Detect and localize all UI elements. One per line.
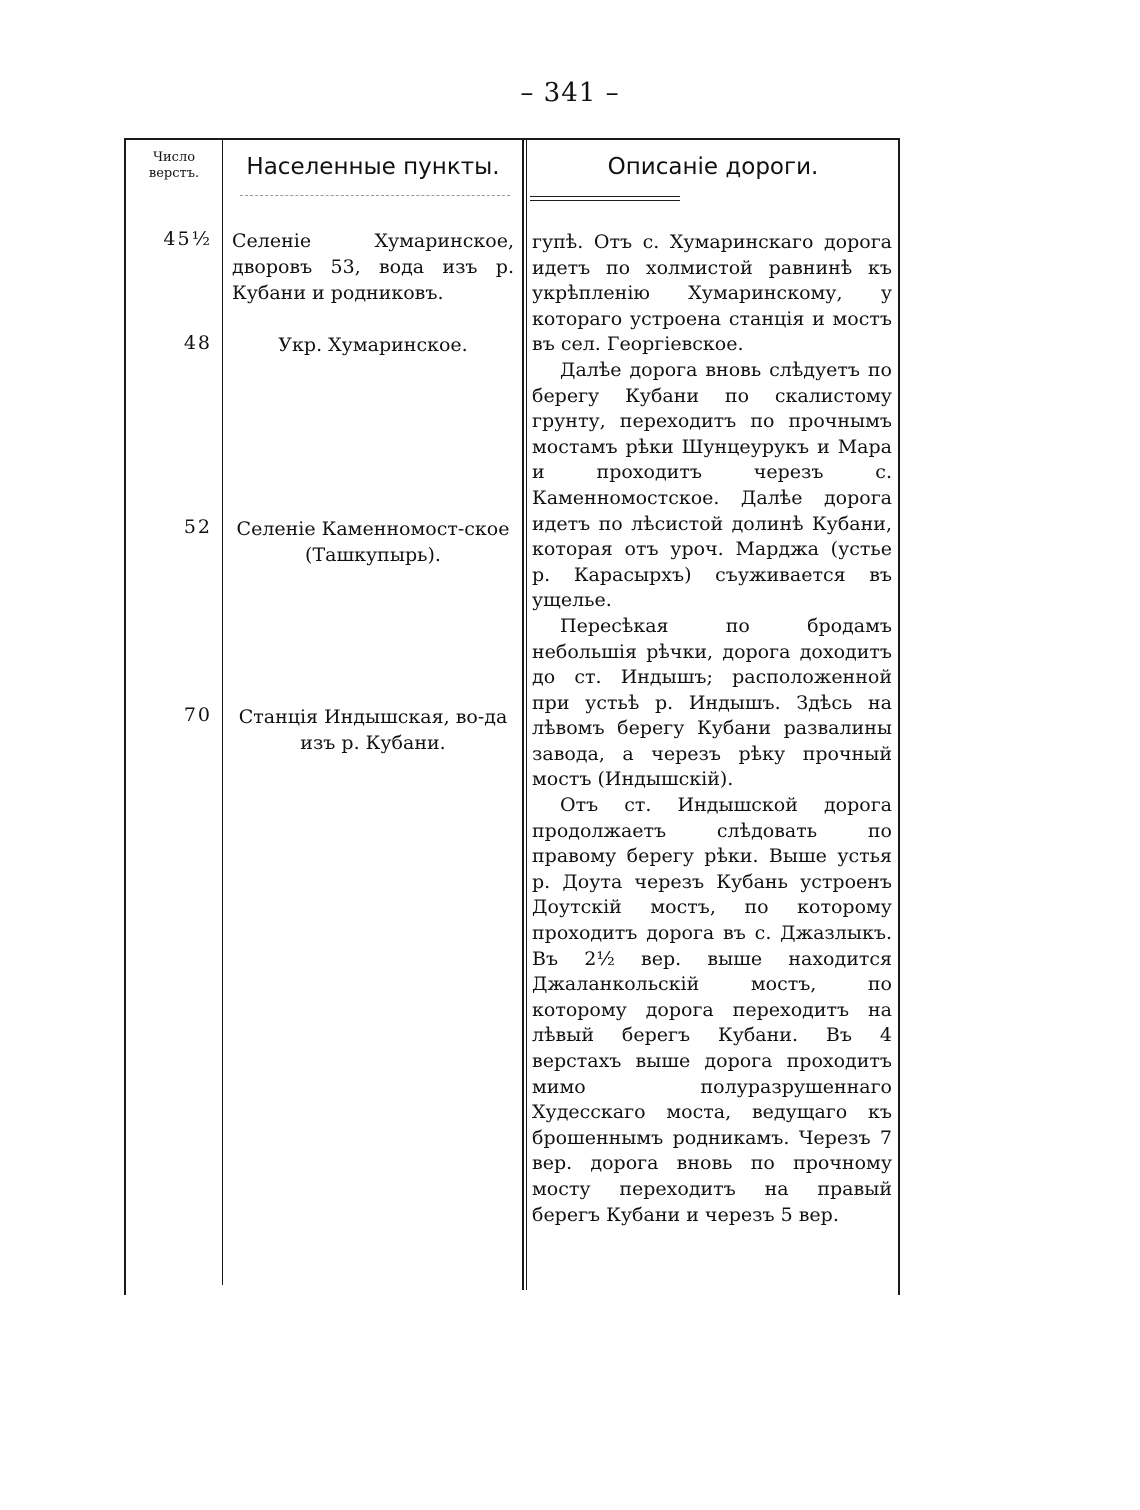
- verst-value: 48: [183, 332, 212, 354]
- place-name: Укр. Хумаринское.: [278, 334, 468, 356]
- header-dotted-rule: [240, 195, 510, 196]
- verst-value: 52: [183, 516, 212, 538]
- column-divider-places-inner: [526, 140, 527, 1290]
- header-verst-line1: Число: [152, 150, 196, 165]
- table-top-rule: [124, 138, 900, 140]
- header-places: Населенные пункты.: [246, 154, 500, 180]
- table-left-border: [124, 140, 126, 1295]
- road-paragraph: Далѣе дорога вновь слѣдуетъ по берегу Кубани по скалистому грунту, переходитъ по прочнымъ мостамъ рѣки Шунцеурукъ и Мара и проходитъ черезъ с. Каменномостское. Далѣе дорога идетъ по лѣсистой долинѣ Кубани, которая отъ уроч. Марджа (устье р. Карасырхъ) съуживается въ ущелье.: [532, 358, 892, 612]
- column-divider-places: [522, 140, 524, 1290]
- place-name: Селеніе Каменномост-ское (Ташкупырь).: [236, 518, 510, 566]
- table-right-border: [898, 140, 900, 1295]
- header-road-description: Описаніе дороги.: [607, 154, 819, 180]
- page-number: – 341 –: [520, 78, 620, 108]
- road-paragraph: Пересѣкая по бродамъ небольшія рѣчки, дорога доходитъ до ст. Индышъ; расположенной при устьѣ р. Индышъ. Здѣсь на лѣвомъ берегу Кубани развалины завода, а черезъ рѣку прочный мостъ (Индышскій).: [532, 614, 892, 791]
- place-name: Станція Индышская, во-да изъ р. Кубани.: [238, 706, 508, 754]
- column-divider-count: [222, 140, 223, 1285]
- verst-value: 70: [183, 704, 212, 726]
- header-verst-count: [132, 150, 216, 182]
- place-name: Селеніе Хумаринское, дворовъ 53, вода изъ р. Кубани и родниковъ.: [232, 230, 514, 304]
- road-paragraph: Отъ ст. Индышской дорога продолжаетъ слѣдовать по правому берегу рѣки. Выше устья р. Доута черезъ Кубань устроенъ Доутскій мостъ, по которому проходитъ дорога въ с. Джазлыкъ. Въ 2½ вер. выше находится Джаланкольскій мостъ, по которому дорога переходитъ на лѣвый берегъ Кубани. Въ 4 верстахъ выше дорога проходитъ мимо полуразрушеннаго Худесскаго моста, ведущаго къ брошеннымъ родникамъ. Черезъ 7 вер. дорога вновь по прочному мосту переходитъ на правый берегъ Кубани и черезъ 5 вер.: [532, 794, 892, 1226]
- header-underline-road: [530, 196, 680, 197]
- road-paragraph: гупѣ. Отъ с. Хумаринскаго дорога идетъ по холмистой равнинѣ къ укрѣпленію Хумаринскому, у котораго устроена станція и мостъ въ сел. Георгіевское.: [532, 231, 892, 356]
- verst-value: 45½: [163, 228, 212, 250]
- header-verst-line2: верстъ.: [148, 166, 200, 181]
- road-description: [532, 230, 892, 1228]
- header-underline-road-2: [530, 200, 680, 201]
